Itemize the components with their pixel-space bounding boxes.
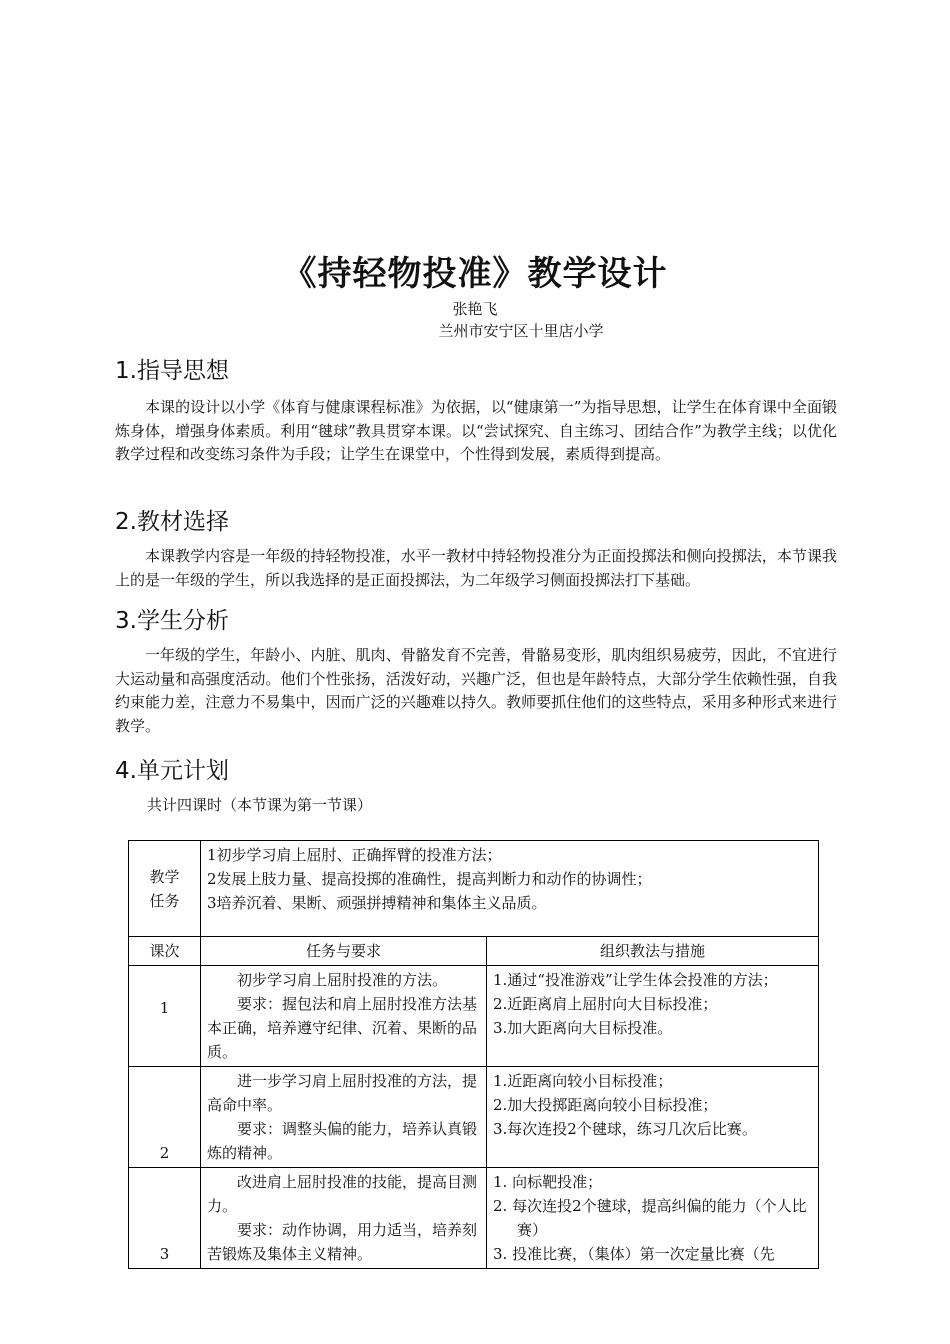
section-heading-4: 4.单元计划 — [115, 758, 229, 784]
lesson-number: 1 — [129, 966, 201, 1067]
requirement-text: 要求：握包法和肩上屈肘投准方法基本正确，培养遵守纪律、沉着、果断的品质。 — [207, 995, 478, 1061]
requirements-cell — [201, 1067, 487, 1168]
requirement-text: 要求：调整头偏的能力，培养认真锻炼的精神。 — [207, 1120, 478, 1162]
unit-plan-note: 共计四课时（本节课为第一节课） — [147, 796, 373, 814]
method-item: 1.近距离向较小目标投准； — [493, 1072, 673, 1090]
method-item: 1.通过“投准游戏”让学生体会投准的方法； — [493, 971, 778, 989]
requirements-cell — [201, 1168, 487, 1269]
unit-plan-table — [128, 840, 819, 1269]
method-item: 2.近距离肩上屈肘向大目标投准； — [493, 995, 718, 1013]
task-label-cell — [129, 841, 201, 937]
section-heading-1: 1.指导思想 — [115, 358, 229, 384]
header-lesson: 课次 — [129, 937, 201, 966]
method-item: 2. 每次连投2个毽球，提高纠偏的能力（个人比赛） — [493, 1197, 807, 1239]
lesson-number: 3 — [129, 1168, 201, 1269]
requirement-text: 改进肩上屈肘投准的技能，提高目测力。 — [207, 1173, 478, 1215]
task-row — [129, 841, 819, 937]
requirement-text: 初步学习肩上屈肘投准的方法。 — [237, 971, 448, 989]
section-heading-2: 2.教材选择 — [115, 509, 229, 535]
table-header-row — [129, 937, 819, 966]
method-item: 3. 投准比赛，（集体）第一次定量比赛（先 — [493, 1245, 775, 1263]
methods-cell — [487, 966, 819, 1067]
header-methods: 组织教法与措施 — [487, 937, 819, 966]
methods-cell — [487, 1168, 819, 1269]
task-item: 2发展上肢力量、提高投掷的准确性，提高判断力和动作的协调性； — [207, 870, 652, 888]
method-item: 3.加大距离向大目标投准。 — [493, 1019, 673, 1037]
section-text-2: 本课教学内容是一年级的持轻物投准，水平一教材中持轻物投准分为正面投掷法和侧向投掷法，本节课我上的是一年级的学生，所以我选择的是正面投掷法，为二年级学习侧面投掷法打下基础。 — [115, 547, 837, 589]
methods-cell — [487, 1067, 819, 1168]
task-list-cell — [201, 841, 819, 937]
section-text-1: 本课的设计以小学《体育与健康课程标准》为依据，以“健康第一”为指导思想，让学生在体育课中全面锻炼身体，增强身体素质。利用“毽球”教具贯穿本课。以“尝试探究、自主练习、团结合作”为教学主线；以优化教学过程和改变练习条件为手段；让学生在课堂中，个性得到发展，素质得到提高。 — [115, 398, 837, 463]
section-heading-3: 3.学生分析 — [115, 608, 229, 634]
method-item: 1. 向标靶投准； — [493, 1173, 603, 1191]
lesson-number: 2 — [129, 1067, 201, 1168]
author-name: 张艳飞 — [452, 300, 498, 318]
method-item: 2.加大投掷距离向较小目标投准； — [493, 1096, 718, 1114]
task-item: 3培养沉着、果断、顽强拼搏精神和集体主义品质。 — [207, 894, 547, 912]
task-item: 1初步学习肩上屈肘、正确挥臂的投准方法； — [207, 846, 502, 864]
requirements-cell — [201, 966, 487, 1067]
requirement-text: 进一步学习肩上屈肘投准的方法，提高命中率。 — [207, 1072, 478, 1114]
header-requirements: 任务与要求 — [201, 937, 487, 966]
task-label: 教学任务 — [149, 867, 180, 910]
table-row — [129, 1067, 819, 1168]
section-text-3: 一年级的学生，年龄小、内脏、肌肉、骨骼发育不完善，骨骼易变形，肌肉组织易疲劳，因此，不宜进行大运动量和高强度活动。他们个性张扬，活泼好动，兴趣广泛，但也是年龄特点，大部分学生依赖性强，自我约束能力差，注意力不易集中，因而广泛的兴趣难以持久。教师要抓住他们的这些特点，采用多种形式来进行教学。 — [115, 646, 837, 735]
requirement-text: 要求：动作协调，用力适当，培养刻苦锻炼及集体主义精神。 — [207, 1221, 478, 1263]
document-title: 《持轻物投准》教学设计 — [282, 254, 668, 294]
school-name: 兰州市安宁区十里店小学 — [438, 322, 604, 340]
method-item: 3.每次连投2个毽球，练习几次后比赛。 — [493, 1120, 757, 1138]
table-row — [129, 1168, 819, 1269]
table-row — [129, 966, 819, 1067]
